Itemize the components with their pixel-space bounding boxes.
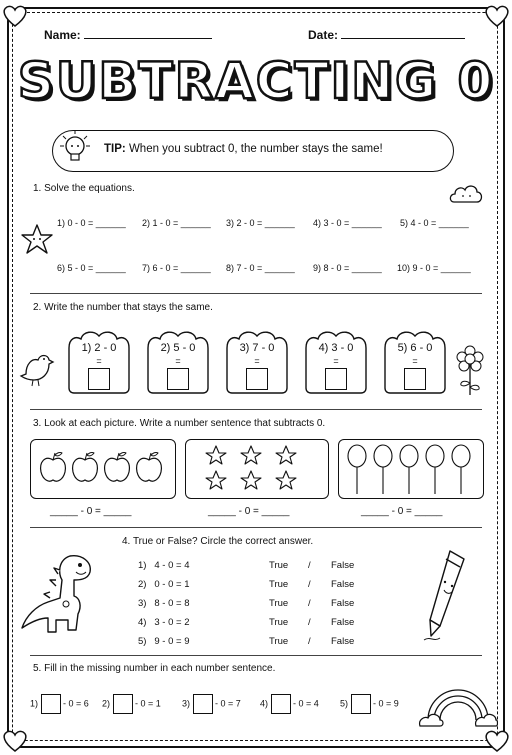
false-option[interactable]: False	[331, 560, 355, 571]
missing-number-item: 1) - 0 = 6	[30, 694, 89, 714]
slash: /	[308, 617, 311, 628]
star-icon	[276, 446, 296, 464]
answer-box[interactable]	[41, 694, 61, 714]
number-sentence-blank[interactable]: _____ - 0 = _____	[361, 506, 443, 517]
tip-label: TIP:	[104, 143, 126, 155]
picture-panel-balloons	[338, 439, 484, 499]
tf-equation: 8 - 0 = 8	[154, 598, 190, 609]
cloud-card	[145, 328, 211, 394]
false-option[interactable]: False	[331, 636, 355, 647]
section1-heading: 1. Solve the equations.	[33, 183, 135, 194]
number-sentence-blank[interactable]: _____ - 0 = _____	[50, 506, 132, 517]
tf-item: 2) 0 - 0 = 1	[138, 579, 190, 590]
divider	[30, 293, 482, 294]
answer-box[interactable]	[351, 694, 371, 714]
star-icon	[206, 446, 226, 464]
false-option[interactable]: False	[331, 617, 355, 628]
equation[interactable]: 1) 0 - 0 = ______	[57, 218, 126, 228]
divider	[30, 655, 482, 656]
card-label: 4) 3 - 0	[318, 342, 354, 354]
equals-sign: =	[412, 356, 418, 366]
page-title: SUBTRACTING 0	[17, 52, 495, 110]
card-label: 2) 5 - 0	[160, 342, 196, 354]
tf-equation: 4 - 0 = 4	[154, 560, 190, 571]
picture-panel-stars	[185, 439, 329, 499]
heart-icon	[482, 0, 512, 30]
tf-item: 1) 4 - 0 = 4	[138, 560, 190, 571]
heart-icon	[0, 0, 30, 30]
name-label: Name:	[44, 28, 81, 42]
answer-box[interactable]	[246, 368, 268, 390]
tf-equation: 9 - 0 = 9	[154, 636, 190, 647]
slash: /	[308, 598, 311, 609]
equation[interactable]: 2) 1 - 0 = ______	[142, 218, 211, 228]
star-icon	[241, 446, 261, 464]
pencil-icon	[422, 548, 468, 642]
section4-heading: 4. True or False? Circle the correct answer.	[122, 536, 314, 547]
divider	[30, 409, 482, 410]
cloud-icon	[448, 180, 484, 206]
tf-equation: 0 - 0 = 1	[154, 579, 190, 590]
equation[interactable]: 9) 8 - 0 = ______	[313, 263, 382, 273]
answer-box[interactable]	[193, 694, 213, 714]
missing-number-item: 2) - 0 = 1	[102, 694, 161, 714]
tip-text	[104, 143, 383, 155]
equation[interactable]: 7) 6 - 0 = ______	[142, 263, 211, 273]
dinosaur-icon	[20, 552, 96, 642]
equals-sign: =	[175, 356, 181, 366]
true-option[interactable]: True	[269, 598, 289, 609]
missing-number-item: 3) - 0 = 7	[182, 694, 241, 714]
star-icon	[241, 471, 261, 489]
apple-icon	[137, 453, 162, 482]
answer-box[interactable]	[88, 368, 110, 390]
bird-icon	[18, 348, 56, 388]
equation[interactable]: 10) 9 - 0 = ______	[397, 263, 471, 273]
star-icon	[20, 222, 54, 256]
section5-heading: 5. Fill in the missing number in each number sentence.	[33, 663, 276, 674]
slash: /	[308, 636, 311, 647]
equation[interactable]: 5) 4 - 0 = ______	[400, 218, 469, 228]
true-option[interactable]: True	[269, 579, 289, 590]
rainbow-icon	[418, 676, 498, 728]
tf-equation: 3 - 0 = 2	[154, 617, 190, 628]
answer-box[interactable]	[404, 368, 426, 390]
picture-panel-apples	[30, 439, 176, 499]
balloon-icon	[348, 445, 366, 494]
tf-item: 5) 9 - 0 = 9	[138, 636, 190, 647]
card-label: 3) 7 - 0	[239, 342, 275, 354]
balloon-icon	[426, 445, 444, 494]
name-field[interactable]	[44, 28, 212, 42]
flower-icon	[455, 345, 485, 397]
answer-box[interactable]	[325, 368, 347, 390]
balloon-icon	[400, 445, 418, 494]
divider	[30, 527, 482, 528]
cloud-card	[382, 328, 448, 394]
date-label: Date:	[308, 28, 339, 42]
cloud-card	[66, 328, 132, 394]
apple-icon	[73, 453, 98, 482]
equation[interactable]: 8) 7 - 0 = ______	[226, 263, 295, 273]
star-icon	[206, 471, 226, 489]
star-icon	[276, 471, 296, 489]
answer-box[interactable]	[167, 368, 189, 390]
slash: /	[308, 579, 311, 590]
answer-box[interactable]	[271, 694, 291, 714]
slash: /	[308, 560, 311, 571]
true-option[interactable]: True	[269, 617, 289, 628]
equation[interactable]: 6) 5 - 0 = ______	[57, 263, 126, 273]
apple-icon	[41, 453, 66, 482]
balloon-icon	[374, 445, 392, 494]
card-label: 5) 6 - 0	[397, 342, 433, 354]
answer-box[interactable]	[113, 694, 133, 714]
true-option[interactable]: True	[269, 560, 289, 571]
cloud-card	[224, 328, 290, 394]
false-option[interactable]: False	[331, 598, 355, 609]
equation[interactable]: 3) 2 - 0 = ______	[226, 218, 295, 228]
true-option[interactable]: True	[269, 636, 289, 647]
date-line[interactable]	[341, 38, 465, 39]
heart-icon	[482, 725, 512, 755]
card-label: 1) 2 - 0	[81, 342, 117, 354]
lightbulb-icon	[58, 126, 92, 170]
equals-sign: =	[254, 356, 260, 366]
heart-icon	[0, 725, 30, 755]
equals-sign: =	[333, 356, 339, 366]
section2-heading: 2. Write the number that stays the same.	[33, 302, 213, 313]
missing-number-item: 4) - 0 = 4	[260, 694, 319, 714]
tip-body: When you subtract 0, the number stays the same!	[128, 143, 383, 155]
number-sentence-blank[interactable]: _____ - 0 = _____	[208, 506, 290, 517]
name-line[interactable]	[84, 38, 212, 39]
cloud-card	[303, 328, 369, 394]
equation[interactable]: 4) 3 - 0 = ______	[313, 218, 382, 228]
false-option[interactable]: False	[331, 579, 355, 590]
balloon-icon	[452, 445, 470, 494]
date-field[interactable]	[308, 28, 465, 42]
missing-number-item: 5) - 0 = 9	[340, 694, 399, 714]
section3-heading: 3. Look at each picture. Write a number sentence that subtracts 0.	[33, 418, 326, 429]
tf-item: 4) 3 - 0 = 2	[138, 617, 190, 628]
apple-icon	[105, 453, 130, 482]
equals-sign: =	[96, 356, 102, 366]
tf-item: 3) 8 - 0 = 8	[138, 598, 190, 609]
